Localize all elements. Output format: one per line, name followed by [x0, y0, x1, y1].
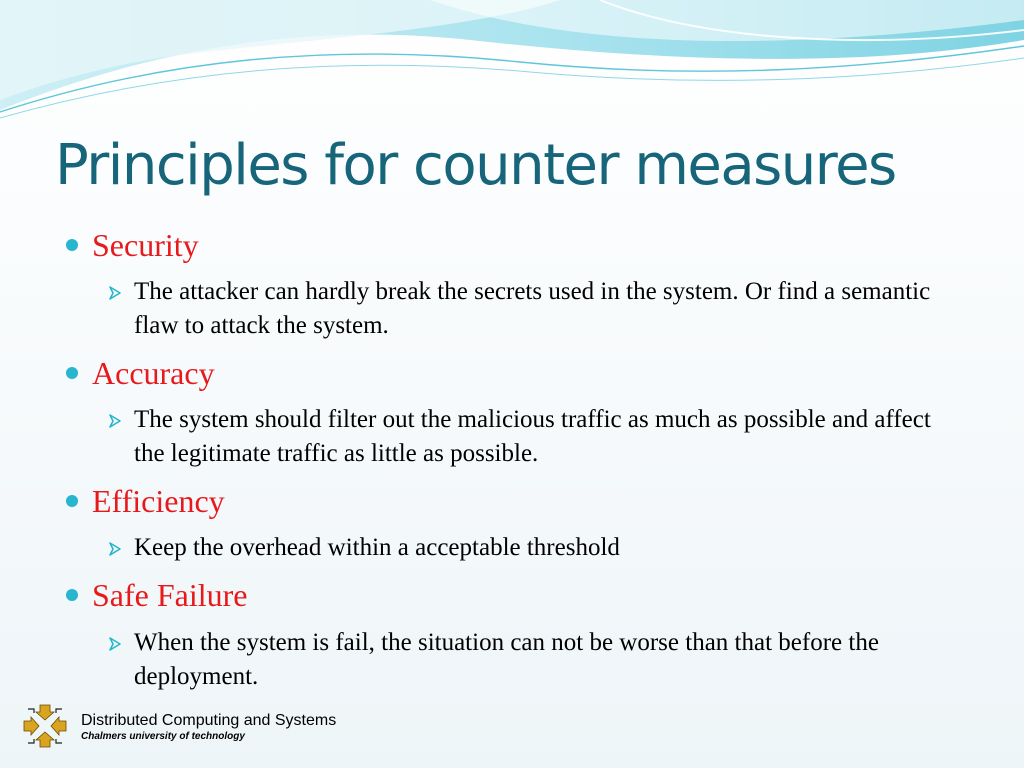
arrow-bullet-icon	[107, 285, 123, 301]
footer-university: Chalmers university of technology	[81, 731, 245, 742]
bullet-dot-icon	[66, 239, 78, 251]
bullet-heading-safe-failure: Safe Failure	[92, 577, 248, 613]
arrow-bullet-icon	[107, 636, 123, 652]
dcs-logo-icon	[22, 703, 68, 749]
bullet-detail-security: The attacker can hardly break the secrets used in the system. Or find a semantic flaw to attack the system.	[134, 278, 931, 339]
bullet-dot-icon	[66, 495, 78, 507]
bullet-detail-safe-failure: When the system is fail, the situation can not be worse than that before the deployment.	[134, 629, 879, 690]
bullet-detail-accuracy: The system should filter out the malicious traffic as much as possible and affect the legitimate traffic as little as possible.	[134, 406, 931, 467]
arrow-bullet-icon	[107, 541, 123, 557]
bullet-heading-security: Security	[92, 227, 199, 263]
bullet-heading-accuracy: Accuracy	[92, 355, 215, 391]
arrow-bullet-icon	[107, 413, 123, 429]
page-title: Principles for counter measures	[55, 133, 896, 198]
bullet-dot-icon	[66, 589, 78, 601]
bullet-heading-efficiency: Efficiency	[92, 483, 225, 519]
footer-organization: Distributed Computing and Systems	[81, 712, 337, 729]
bullet-detail-efficiency: Keep the overhead within a acceptable threshold	[134, 534, 620, 561]
bullet-dot-icon	[66, 367, 78, 379]
